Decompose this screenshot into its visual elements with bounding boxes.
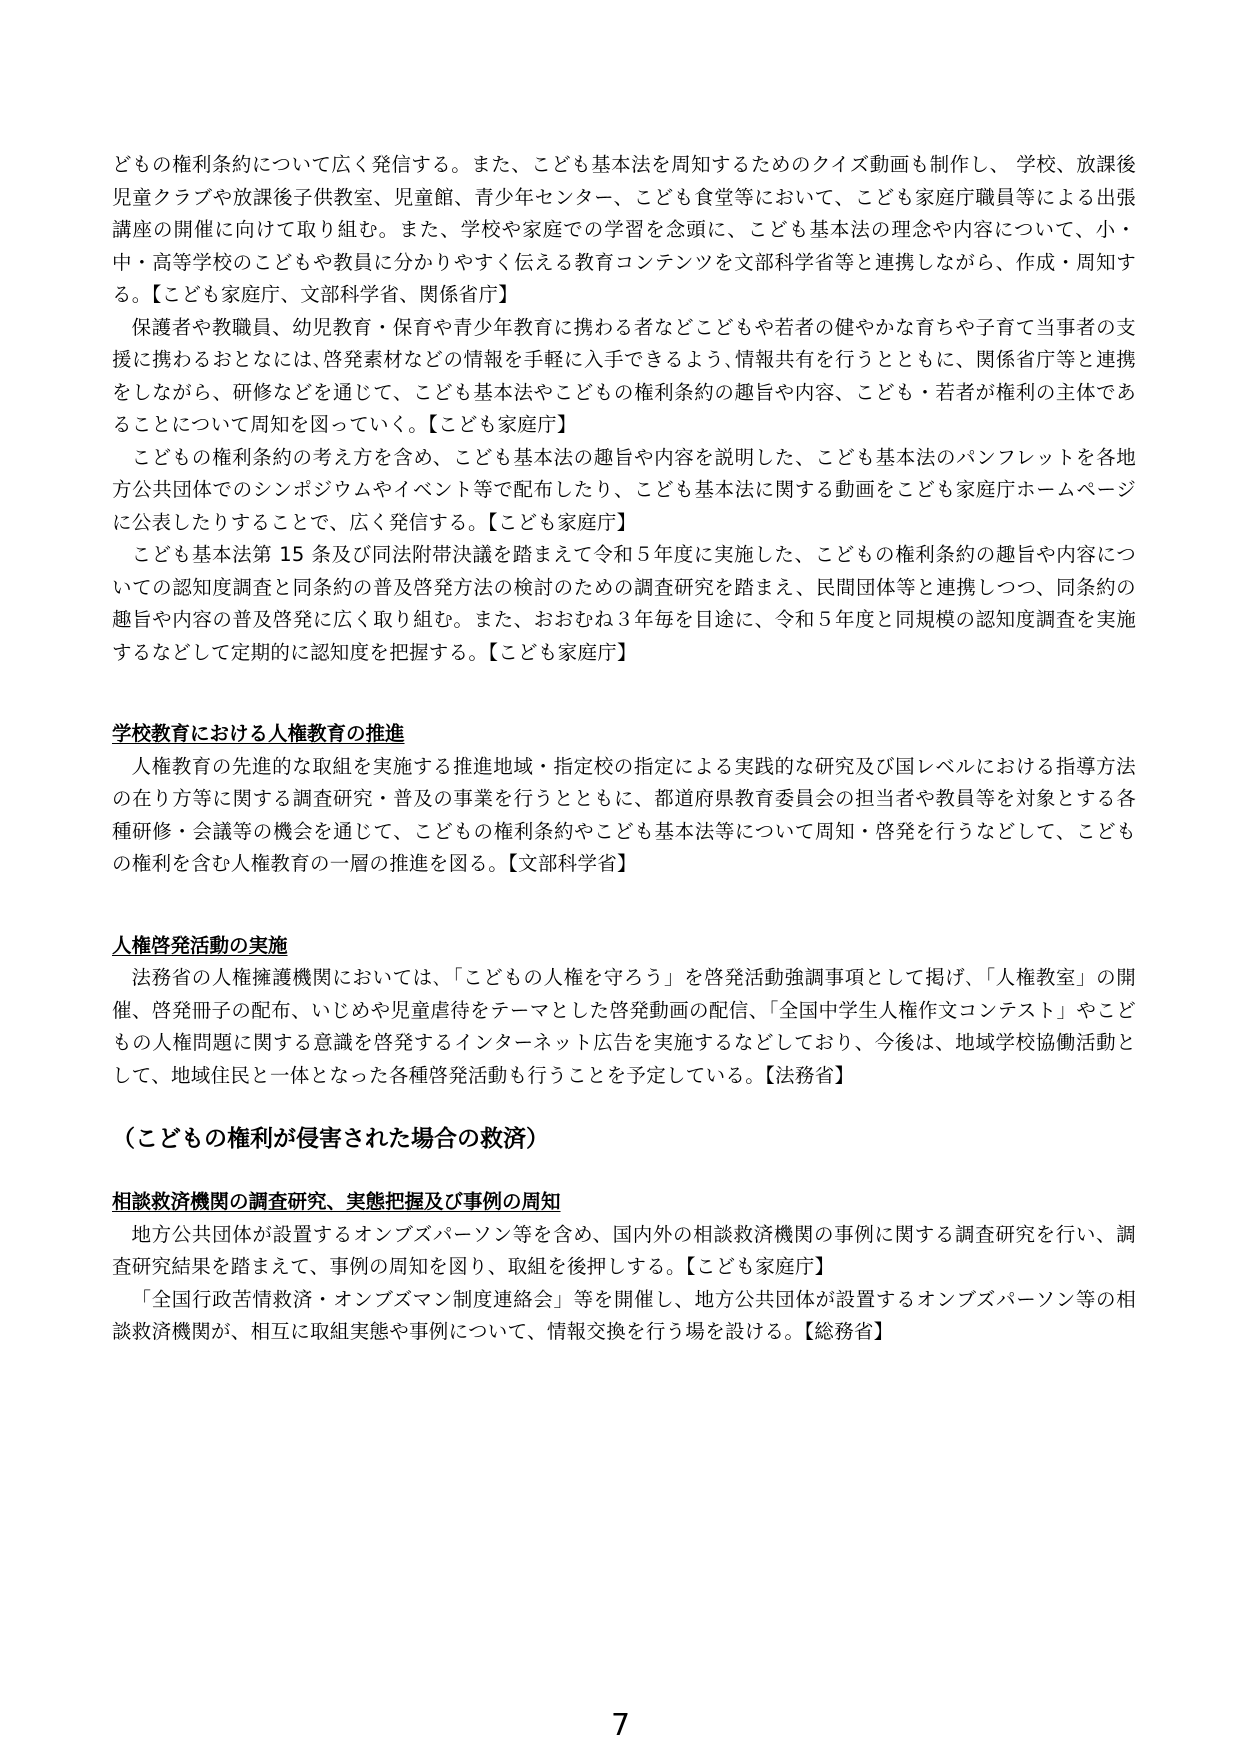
subsection-heading: 人権啓発活動の実施	[112, 933, 288, 957]
section-title: （こどもの権利が侵害された場合の救済）	[112, 1126, 549, 1152]
page-number: 7	[610, 1708, 631, 1743]
paragraph: こどもの権利条約の考え方を含め、こども基本法の趣旨や内容を説明した、こども基本法のパンフレットを各地方公共団体でのシンポジウムやイベント等で配布したり、こども基本法に関する動画をこども家庭庁ホームページに公表したりすることで、広く発信する。【こども家庭庁】	[112, 445, 1136, 534]
paragraph: 法務省の人権擁護機関においては､「こどもの人権を守ろう」を啓発活動強調事項として掲げ､「人権教室」の開催、啓発冊子の配布、いじめや児童虐待をテーマとした啓発動画の配信、「全国中学生人権作文コンテスト」やこどもの人権問題に関する意識を啓発するインターネット広告を実施するなどしており、今後は、地域学校協働活動として、地域住民と一体となった各種啓発活動も行うことを予定している｡【法務省】	[112, 966, 1136, 1087]
spacer	[112, 1156, 1136, 1186]
paragraph: どもの権利条約について広く発信する。また、こども基本法を周知するためのクイズ動画も制作し、 学校、放課後児童クラブや放課後子供教室、児童館、青少年センター、こども食堂等において、こども家庭庁職員等による出張講座の開催に向けて取り組む。また、学校や家庭での学習を念頭に、こども基本法の理念や内容について、小・中・高等学校のこどもや教員に分かりやすく伝える教育コンテンツを文部科学省等と連携しながら、作成・周知する。【こども家庭庁、文部科学省、関係省庁】	[112, 153, 1136, 306]
paragraph: 「全国行政苦情救済・オンブズマン制度連絡会」等を開催し、地方公共団体が設置するオンブズパーソン等の相談救済機関が、相互に取組実態や事例について、情報交換を行う場を設ける。【総務省】	[112, 1287, 1136, 1343]
paragraph: 人権教育の先進的な取組を実施する推進地域・指定校の指定による実践的な研究及び国レベルにおける指導方法の在り方等に関する調査研究・普及の事業を行うとともに、都道府県教育委員会の担当者や教員等を対象とする各種研修・会議等の機会を通じて、こどもの権利条約やこども基本法等について周知・啓発を行うなどして、こどもの権利を含む人権教育の一層の推進を図る。【文部科学省】	[112, 754, 1136, 875]
subsection-heading: 学校教育における人権教育の推進	[112, 722, 405, 745]
spacer	[112, 881, 1136, 930]
subsection-heading: 相談救済機関の調査研究、実態把握及び事例の周知	[112, 1190, 561, 1213]
paragraph: 地方公共団体が設置するオンブズパーソン等を含め、国内外の相談救済機関の事例に関する調査研究を行い、調査研究結果を踏まえて、事例の周知を図り、取組を後押しする。【こども家庭庁】	[112, 1222, 1136, 1278]
spacer	[112, 1092, 1136, 1122]
paragraph: 保護者や教職員、幼児教育・保育や青少年教育に携わる者などこどもや若者の健やかな育ちや子育て当事者の支援に携わるおとなには､啓発素材などの情報を手軽に入手できるよう､情報共有を行うとともに、関係省庁等と連携をしながら、研修などを通じて、こども基本法やこどもの権利条約の趣旨や内容、こども・若者が権利の主体であることについて周知を図っていく。【こども家庭庁】	[112, 315, 1136, 436]
paragraph: こども基本法第 15 条及び同法附帯決議を踏まえて令和５年度に実施した、こどもの権利条約の趣旨や内容についての認知度調査と同条約の普及啓発方法の検討のための調査研究を踏まえ、民間団体等と連携しつつ、同条約の趣旨や内容の普及啓発に広く取り組む。また、おおむね３年毎を目途に、令和５年度と同規模の認知度調査を実施するなどして定期的に認知度を把握する。【こども家庭庁】	[112, 543, 1136, 664]
spacer	[112, 669, 1136, 718]
document-body	[112, 149, 1136, 1349]
